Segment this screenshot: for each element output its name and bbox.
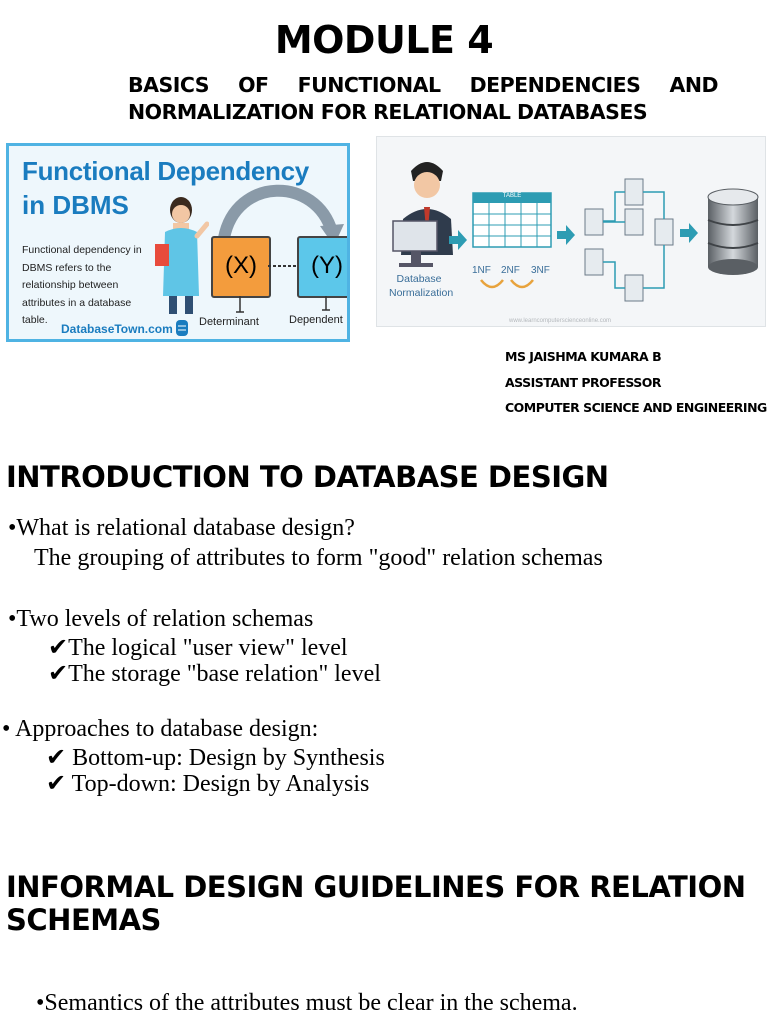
site-watermark: DatabaseTown.com [61, 322, 173, 336]
fd-title-line-1: Functional Dependency [22, 156, 309, 186]
user-at-computer-icon [391, 159, 461, 284]
dashed-link [268, 264, 298, 268]
arrow-right-icon [680, 223, 698, 243]
table-header-label: TABLE [502, 193, 522, 199]
decomposed-tables-icon [579, 175, 679, 305]
normalization-label: Database Normalization [389, 273, 454, 299]
source-url: www.learncomputerscienceonline.com [509, 318, 612, 324]
determinant-label: Determinant [199, 316, 259, 328]
arrow-right-icon [449, 230, 467, 250]
bullet-two-levels: •Two levels of relation schemas [8, 606, 314, 632]
author-role: ASSISTANT PROFESSOR [505, 375, 662, 390]
determinant-box: (X) [211, 236, 271, 298]
subtitle-line-1: BASICS OF FUNCTIONAL DEPENDENCIES AND [128, 73, 718, 97]
arrow-right-icon [557, 225, 575, 245]
section-heading-guidelines-line-1: INFORMAL DESIGN GUIDELINES FOR RELATION [6, 870, 746, 904]
dependent-box: (Y) [297, 236, 350, 298]
determinant-pointer-icon [236, 296, 244, 316]
fd-description: Functional dependency in DBMS refers to the relationship between attributes in a database table. [22, 244, 142, 326]
check-bottom-up: ✔ Bottom-up: Design by Synthesis [46, 745, 385, 771]
check-storage-level: ✔The storage "base relation" level [48, 661, 381, 687]
teacher-illustration [149, 196, 209, 316]
database-normalization-image [376, 136, 766, 327]
normal-form-arcs-icon [479, 278, 543, 292]
module-title: MODULE 4 [274, 18, 494, 62]
bullet-what-is-design: •What is relational database design? [8, 515, 355, 541]
database-logo-icon [175, 319, 189, 337]
table-grid-icon [472, 192, 552, 248]
nf2-label: 2NF [501, 265, 520, 276]
fd-title-line-2: in DBMS [22, 190, 129, 220]
check-logical-level: ✔The logical "user view" level [48, 635, 348, 661]
dependent-pointer-icon [322, 296, 330, 314]
author-department: COMPUTER SCIENCE AND ENGINEERING [505, 400, 767, 415]
database-cylinder-icon [705, 187, 761, 277]
module-subtitle [128, 72, 718, 126]
subtitle-line-2: NORMALIZATION FOR RELATIONAL DATABASES [128, 100, 648, 124]
functional-dependency-image [6, 143, 350, 342]
bullet-semantics: •Semantics of the attributes must be clear in the schema. [36, 990, 578, 1016]
check-top-down: ✔ Top-down: Design by Analysis [46, 771, 370, 797]
section-heading-guidelines-line-2: SCHEMAS [6, 903, 161, 937]
author-name: MS JAISHMA KUMARA B [505, 349, 662, 364]
bullet-approaches: • Approaches to database design: [2, 716, 319, 742]
design-definition: The grouping of attributes to form "good" relation schemas [34, 545, 603, 571]
nf1-label: 1NF [472, 265, 491, 276]
dependent-label: Dependent [289, 314, 343, 326]
section-heading-introduction: INTRODUCTION TO DATABASE DESIGN [6, 460, 609, 494]
nf3-label: 3NF [531, 265, 550, 276]
